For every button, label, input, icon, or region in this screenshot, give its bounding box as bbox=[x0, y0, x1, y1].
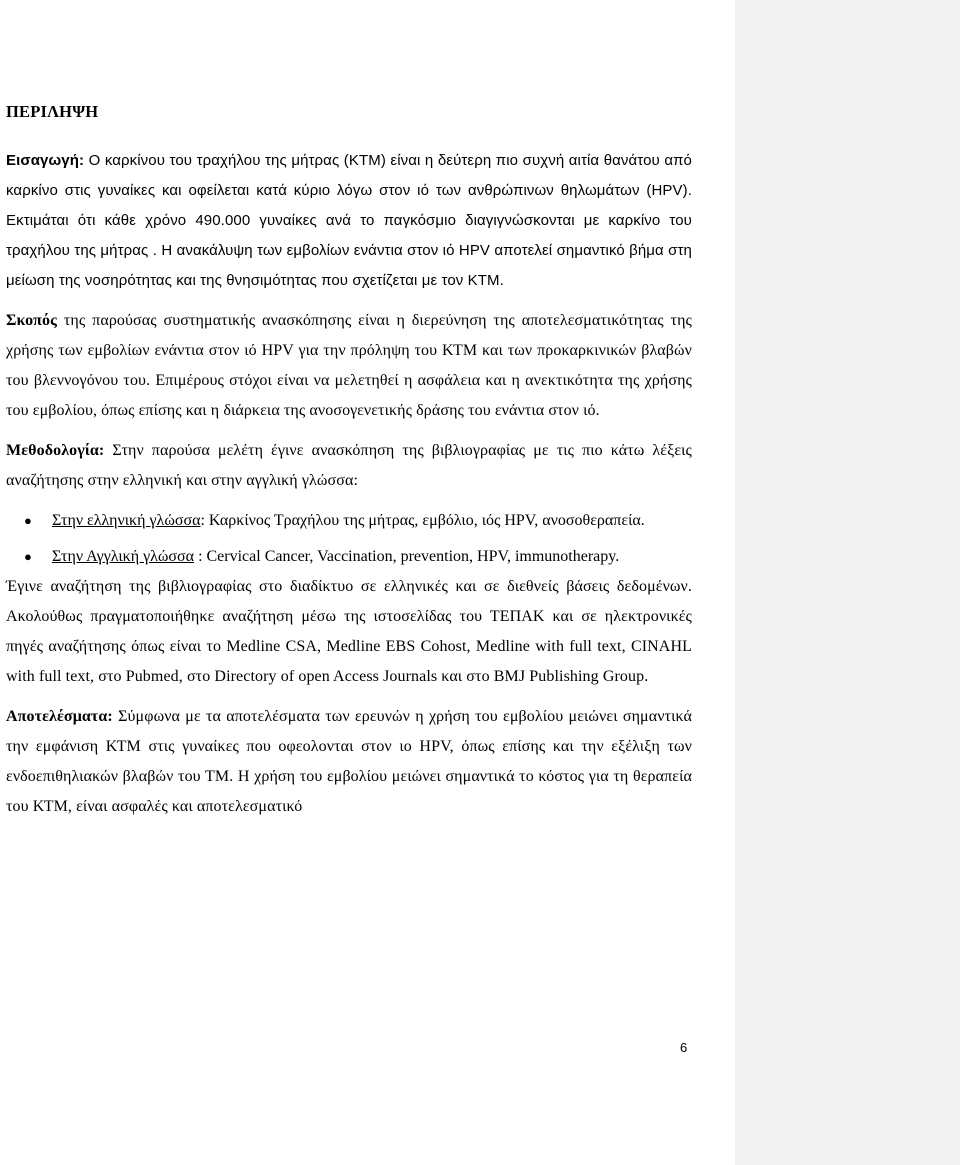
intro-paragraph bbox=[6, 146, 692, 296]
results-text: Σύμφωνα με τα αποτελέσματα των ερευνών η χρήση του εμβολίου μειώνει σημαντικά την εμφάνιση ΚΤΜ στις γυναίκες που οφεολονται στον ιο HPV, όπως επίσης και την εξέλιξη των ενδοεπιθηλιακών βλαβών του ΤΜ. Η χρήση του εμβολίου μειώνει σημαντικά το κόστος για τη θεραπεία του ΚΤΜ, είναι ασφαλές και αποτελεσματικό bbox=[6, 708, 692, 815]
intro-label: Εισαγωγή: bbox=[6, 152, 85, 169]
methodology-label: Μεθοδολογία: bbox=[6, 442, 105, 459]
comment-margin bbox=[735, 0, 960, 1165]
abstract-heading: ΠΕΡΙΛΗΨΗ bbox=[6, 102, 99, 121]
aim-paragraph bbox=[6, 306, 692, 426]
methodology-text: Στην παρούσα μελέτη έγινε ανασκόπηση της βιβλιογραφίας με τις πιο κάτω λέξεις αναζήτησης στην ελληνική και στην αγγλική γλώσσα: bbox=[6, 442, 692, 489]
bullet-icon: ● bbox=[24, 513, 32, 528]
document-page bbox=[6, 102, 692, 832]
aim-text: της παρούσας συστηματικής ανασκόπησης είναι η διερεύνηση της αποτελεσματικότητας της χρήσης των εμβολίων ενάντια στον ιό HPV για την πρόληψη του ΚΤΜ και των προκαρκινικών βλαβών του βλεννογόνου του. Επιμέρους στόχοι είναι να μελετηθεί η ασφάλεια και η ανεκτικότητα της χρήσης του εμβολίου, όπως επίσης και η διάρκεια της ανοσογενετικής δράσης του ενάντια στον ιό. bbox=[6, 312, 692, 419]
list-item bbox=[6, 542, 692, 572]
list-item bbox=[6, 506, 692, 536]
results-paragraph bbox=[6, 702, 692, 822]
page-number: 6 bbox=[680, 1040, 688, 1055]
keyword-list bbox=[6, 506, 692, 572]
results-label: Αποτελέσματα: bbox=[6, 708, 113, 725]
bullet-icon: ● bbox=[24, 549, 32, 564]
intro-text: Ο καρκίνου του τραχήλου της μήτρας (ΚΤΜ) είναι η δεύτερη πιο συχνή αιτία θανάτου από καρκίνο στις γυναίκες και οφείλεται κατά κύριο λόγω στον ιό των ανθρώπινων θηλωμάτων (HPV). Εκτιμάται ότι κάθε χρόνο 490.000 γυναίκες ανά το παγκόσμιο διαγιγνώσκονται με καρκίνο του τραχήλου της μήτρας . Η ανακάλυψη των εμβολίων ενάντια στον ιό HPV αποτελεί σημαντικό βήμα στη μείωση της νοσηρότητας και της θνησιμότητας που σχετίζεται με τον ΚΤΜ. bbox=[6, 152, 692, 289]
search-paragraph: Έγινε αναζήτηση της βιβλιογραφίας στο διαδίκτυο σε ελληνικές και σε διεθνείς βάσεις δεδομένων. Ακολούθως πραγματοποιήθηκε αναζήτηση μέσω της ιστοσελίδας του ΤΕΠΑΚ και σε ηλεκτρονικές πηγές αναζήτησης όπως είναι το Medline CSA, Medline EBS Cohost, Medline with full text, CINAHL with full text, στο Pubmed, στο Directory of open Access Journals και στο BMJ Publishing Group. bbox=[6, 578, 692, 685]
aim-label: Σκοπός bbox=[6, 312, 57, 329]
keyword-terms: : Καρκίνος Τραχήλου της μήτρας, εμβόλιο, ιός HPV, ανοσοθεραπεία. bbox=[200, 512, 645, 529]
keyword-language: Στην ελληνική γλώσσα bbox=[52, 512, 201, 529]
methodology-paragraph bbox=[6, 436, 692, 496]
keyword-terms: : Cervical Cancer, Vaccination, prevention, HPV, immunotherapy. bbox=[194, 548, 620, 565]
keyword-language: Στην Αγγλική γλώσσα bbox=[52, 548, 195, 565]
